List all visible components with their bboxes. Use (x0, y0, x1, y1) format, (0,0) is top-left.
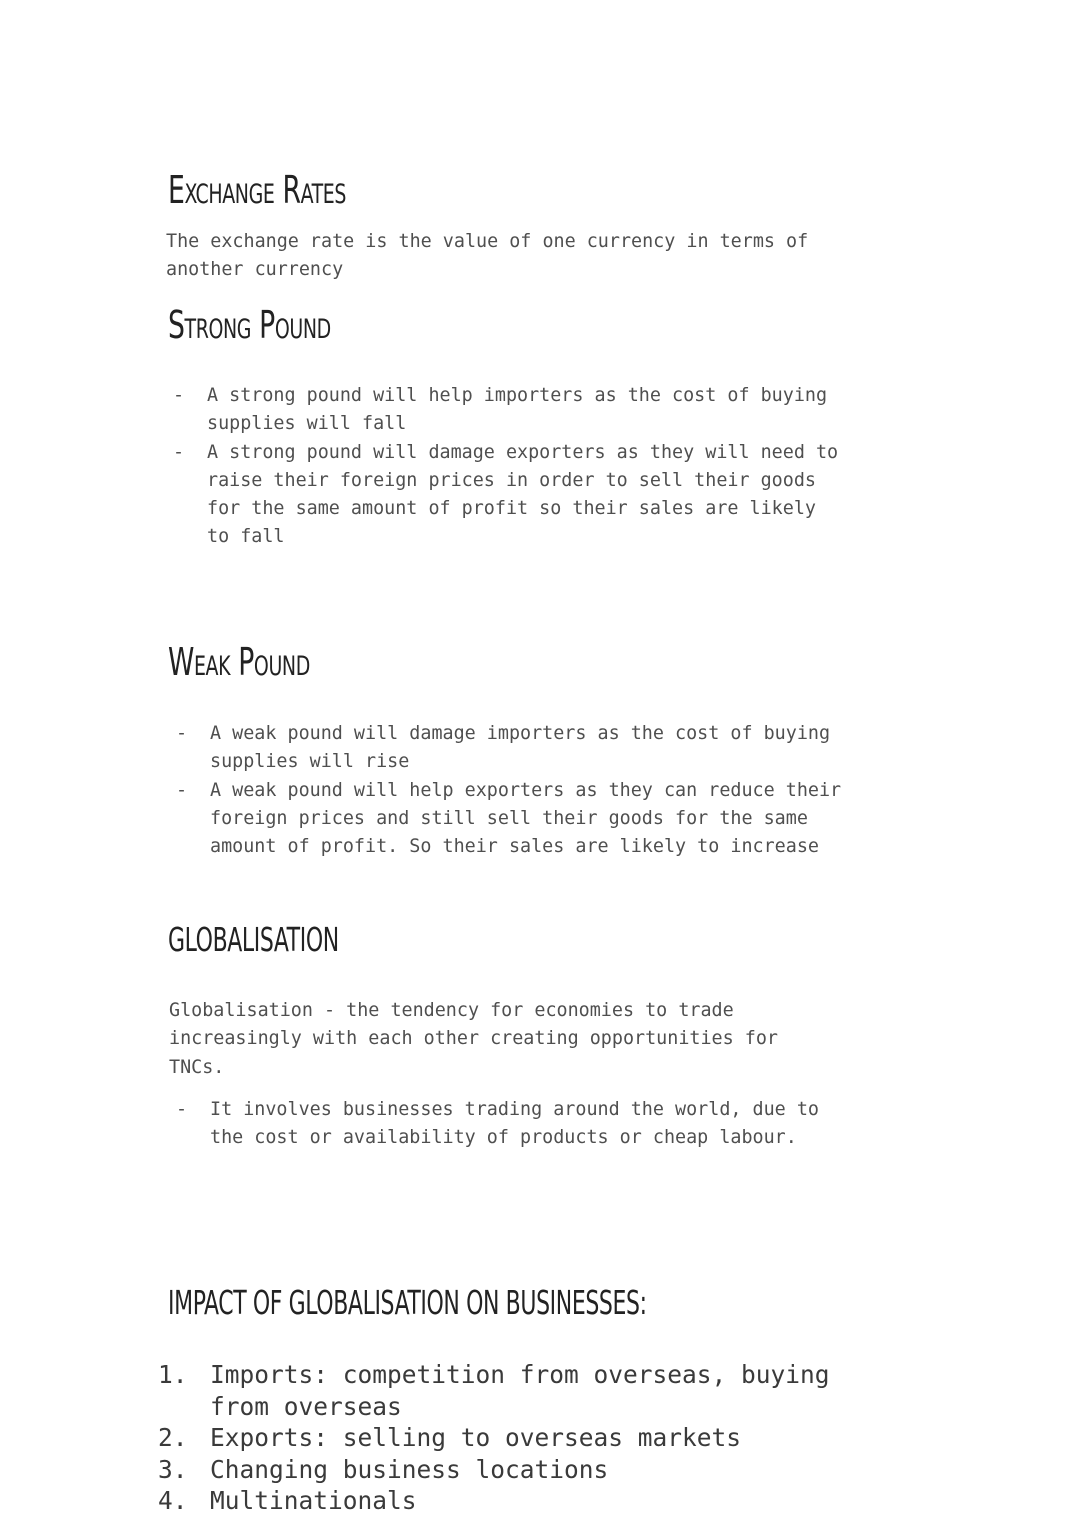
exchange-rate-definition: The exchange rate is the value of one currency in terms of another currency (166, 231, 809, 281)
list-item (158, 1454, 830, 1486)
impact-item-text: Multinationals (210, 1486, 417, 1515)
bullet-dash: - (176, 723, 188, 744)
list-item (176, 777, 841, 862)
list-item (158, 1422, 830, 1454)
globalisation-bullet-1: It involves businesses trading around the world, due to the cost or availability of products or cheap labour. (210, 1099, 819, 1149)
list-item (176, 1096, 819, 1153)
bullet-dash: - (173, 441, 185, 463)
list-item (176, 720, 841, 777)
impact-item-text: Exports: selling to overseas markets (210, 1423, 742, 1452)
heading-strong-pound: Strong Pound (168, 303, 331, 347)
bullet-dash: - (176, 1099, 188, 1120)
impact-item-text: Imports: competition from overseas, buying from overseas (210, 1360, 830, 1421)
item-number: 4. (158, 1486, 188, 1515)
strong-pound-list (173, 382, 838, 552)
weak-pound-bullet-1: A weak pound will damage importers as the cost of buying supplies will rise (210, 723, 831, 773)
weak-pound-list (176, 720, 841, 861)
heading-exchange-rates: Exchange Rates (168, 168, 346, 212)
list-item (158, 1485, 830, 1517)
list-item (173, 439, 838, 552)
weak-pound-bullet-2: A weak pound will help exporters as they can reduce their foreign prices and still sell their goods for the same amount of profit. So their sales are likely to increase (210, 779, 842, 858)
heading-impact-of-globalisation: IMPACT OF GLOBALISATION ON BUSINESSES: (168, 1283, 647, 1322)
heading-globalisation: GLOBALISATION (168, 920, 339, 959)
globalisation-definition: Globalisation - the tendency for economies to trade increasingly with each other creating opportunities for TNCs. (169, 1000, 778, 1078)
item-number: 3. (158, 1454, 188, 1484)
globalisation-list (176, 1096, 819, 1153)
heading-weak-pound: Weak Pound (168, 640, 310, 684)
item-number: 2. (158, 1423, 188, 1452)
item-number: 1. (158, 1360, 188, 1389)
bullet-dash: - (173, 385, 185, 406)
list-item (173, 382, 838, 439)
bullet-dash: - (176, 779, 188, 801)
strong-pound-bullet-1: A strong pound will help importers as the cost of buying supplies will fall (207, 385, 828, 435)
impact-item-text: Changing business locations (210, 1454, 609, 1484)
strong-pound-bullet-2: A strong pound will damage exporters as they will need to raise their foreign prices in order to sell their goods for the same amount of profit so their sales are likely to fall (207, 441, 839, 548)
impact-list (158, 1359, 830, 1517)
list-item (158, 1359, 830, 1422)
